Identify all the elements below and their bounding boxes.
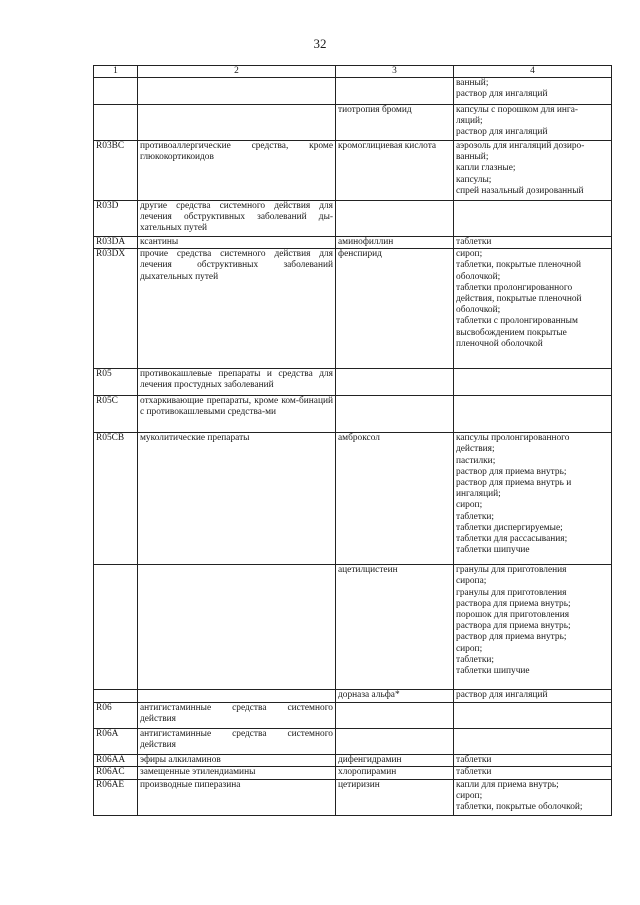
table-row: [94, 779, 612, 815]
drug-classification-table: [93, 65, 612, 816]
atc-code: R03DX: [94, 249, 138, 369]
dosage-form-line: раствора для приема внутрь;: [456, 621, 571, 632]
dosage-form-line: таблетки, покрытые оболочкой;: [456, 802, 583, 813]
pharmacological-group: муколитические препараты: [138, 433, 336, 565]
dosage-form-line: сироп;: [456, 249, 483, 260]
pharmacological-group: [138, 690, 336, 703]
dosage-form-line: оболочкой;: [456, 305, 501, 316]
dosage-forms: [454, 729, 612, 755]
header-row: [94, 66, 612, 78]
drug-name: дорназа альфа*: [336, 690, 454, 703]
drug-name: дифенгидрамин: [336, 755, 454, 767]
dosage-form-line: раствора для приема внутрь;: [456, 598, 571, 609]
drug-name: [336, 201, 454, 237]
drug-name: амброксол: [336, 433, 454, 565]
atc-code: [94, 690, 138, 703]
drug-name: [336, 396, 454, 433]
table-row: [94, 433, 612, 565]
dosage-form-line: ингаляций;: [456, 489, 501, 500]
drug-name: аминофиллин: [336, 237, 454, 249]
table-row: [94, 249, 612, 369]
pharmacological-group: антигистаминные средства системного действия: [138, 703, 336, 729]
table-row: [94, 201, 612, 237]
atc-code: R05C: [94, 396, 138, 433]
drug-name: [336, 729, 454, 755]
pharmacological-group: эфиры алкиламинов: [138, 755, 336, 767]
atc-code: R06AE: [94, 779, 138, 815]
dosage-form-line: действия;: [456, 444, 495, 455]
dosage-form-line: ванный;: [456, 78, 489, 88]
dosage-form-line: таблетки: [456, 767, 492, 778]
dosage-forms: [454, 141, 612, 201]
table-row: [94, 141, 612, 201]
atc-code: [94, 78, 138, 105]
dosage-form-line: сиропа;: [456, 576, 487, 587]
dosage-form-line: капли глазные;: [456, 163, 516, 174]
atc-code: R03DA: [94, 237, 138, 249]
dosage-form-line: порошок для приготовления: [456, 610, 570, 621]
pharmacological-group: другие средства системного действия для лечения обструктивных заболеваний ды-хательных путей: [138, 201, 336, 237]
dosage-forms: [454, 565, 612, 690]
table-row: [94, 703, 612, 729]
pharmacological-group: [138, 78, 336, 105]
drug-name: [336, 703, 454, 729]
dosage-form-line: таблетки шипучие: [456, 666, 530, 677]
drug-name: тиотропия бромид: [336, 105, 454, 141]
header-col-1: 1: [94, 66, 138, 78]
dosage-form-line: гранулы для приготовления: [456, 565, 567, 576]
pharmacological-group: противокашлевые препараты и средства для лечения простудных заболеваний: [138, 369, 336, 396]
table-row: [94, 396, 612, 433]
dosage-form-line: капсулы;: [456, 174, 492, 185]
drug-name: ацетилцистеин: [336, 565, 454, 690]
dosage-form-line: раствор для приема внутрь;: [456, 466, 567, 477]
atc-code: R06AC: [94, 767, 138, 779]
dosage-form-line: таблетки, покрытые пленочной: [456, 260, 582, 271]
dosage-forms: [454, 703, 612, 729]
table-row: [94, 105, 612, 141]
dosage-form-line: раствор для ингаляций: [456, 690, 548, 701]
dosage-form-line: раствор для ингаляций: [456, 89, 548, 100]
page-number: 32: [313, 36, 327, 51]
dosage-forms: [454, 237, 612, 249]
dosage-form-line: раствор для приема внутрь и: [456, 478, 572, 489]
dosage-forms: [454, 78, 612, 105]
drug-name: цетиризин: [336, 779, 454, 815]
dosage-form-line: таблетки диспергируемые;: [456, 522, 563, 533]
dosage-form-line: спрей назальный дозированный: [456, 185, 584, 196]
dosage-form-line: раствор для приема внутрь;: [456, 632, 567, 643]
atc-code: R03D: [94, 201, 138, 237]
atc-code: R06A: [94, 729, 138, 755]
dosage-form-line: ванный;: [456, 152, 489, 163]
dosage-form-line: таблетки шипучие: [456, 545, 530, 556]
dosage-form-line: таблетки пролонгированного: [456, 282, 573, 293]
dosage-form-line: раствор для ингаляций: [456, 127, 548, 138]
pharmacological-group: [138, 105, 336, 141]
atc-code: R03BC: [94, 141, 138, 201]
pharmacological-group: отхаркивающие препараты, кроме ком-бинаций с противокашлевыми средства-ми: [138, 396, 336, 433]
header-col-4: 4: [454, 66, 612, 78]
dosage-form-line: таблетки с пролонгированным: [456, 316, 578, 327]
atc-code: R05CB: [94, 433, 138, 565]
drug-name: хлоропирамин: [336, 767, 454, 779]
dosage-form-line: пленочной оболочкой: [456, 338, 543, 349]
atc-code: [94, 105, 138, 141]
drug-name: [336, 369, 454, 396]
dosage-form-line: гранулы для приготовления: [456, 587, 567, 598]
dosage-forms: [454, 433, 612, 565]
atc-code: R06: [94, 703, 138, 729]
pharmacological-group: прочие средства системного действия для лечения обструктивных заболеваний дыхательных путей: [138, 249, 336, 369]
dosage-form-line: капсулы с порошком для инга-: [456, 105, 579, 115]
table-row: [94, 78, 612, 105]
dosage-form-line: таблетки;: [456, 654, 495, 665]
table-row: [94, 767, 612, 779]
pharmacological-group: замещенные этилендиамины: [138, 767, 336, 779]
dosage-form-line: оболочкой;: [456, 271, 501, 282]
dosage-forms: [454, 767, 612, 779]
dosage-form-line: таблетки: [456, 237, 492, 247]
dosage-forms: [454, 105, 612, 141]
dosage-form-line: действия, покрытые пленочной: [456, 294, 582, 305]
dosage-form-line: сироп;: [456, 643, 483, 654]
dosage-forms: [454, 369, 612, 396]
pharmacological-group: противоаллергические средства, кроме глюкокортикоидов: [138, 141, 336, 201]
dosage-form-line: таблетки для рассасывания;: [456, 534, 568, 545]
dosage-form-line: пастилки;: [456, 455, 496, 466]
dosage-forms: [454, 779, 612, 815]
dosage-forms: [454, 249, 612, 369]
dosage-form-line: капли для приема внутрь;: [456, 779, 559, 790]
pharmacological-group: ксантины: [138, 237, 336, 249]
dosage-forms: [454, 396, 612, 433]
atc-code: R05: [94, 369, 138, 396]
dosage-form-line: сироп;: [456, 500, 483, 511]
header-col-3: 3: [336, 66, 454, 78]
pharmacological-group: антигистаминные средства системного действия: [138, 729, 336, 755]
dosage-form-line: аэрозоль для ингаляций дозиро-: [456, 141, 585, 151]
table-row: [94, 690, 612, 703]
table-row: [94, 755, 612, 767]
dosage-form-line: капсулы пролонгированного: [456, 433, 570, 444]
dosage-forms: [454, 755, 612, 767]
dosage-form-line: ляций;: [456, 116, 483, 127]
atc-code: R06AA: [94, 755, 138, 767]
dosage-form-line: таблетки;: [456, 511, 495, 522]
header-col-2: 2: [138, 66, 336, 78]
dosage-form-line: высвобождением покрытые: [456, 327, 567, 338]
dosage-form-line: таблетки: [456, 755, 492, 766]
dosage-forms: [454, 201, 612, 237]
drug-name: кромоглициевая кислота: [336, 141, 454, 201]
table-row: [94, 237, 612, 249]
drug-name: фенспирид: [336, 249, 454, 369]
pharmacological-group: [138, 565, 336, 690]
pharmacological-group: производные пиперазина: [138, 779, 336, 815]
dosage-form-line: сироп;: [456, 790, 483, 801]
drug-name: [336, 78, 454, 105]
table-row: [94, 369, 612, 396]
table-row: [94, 565, 612, 690]
dosage-forms: [454, 690, 612, 703]
atc-code: [94, 565, 138, 690]
table-row: [94, 729, 612, 755]
